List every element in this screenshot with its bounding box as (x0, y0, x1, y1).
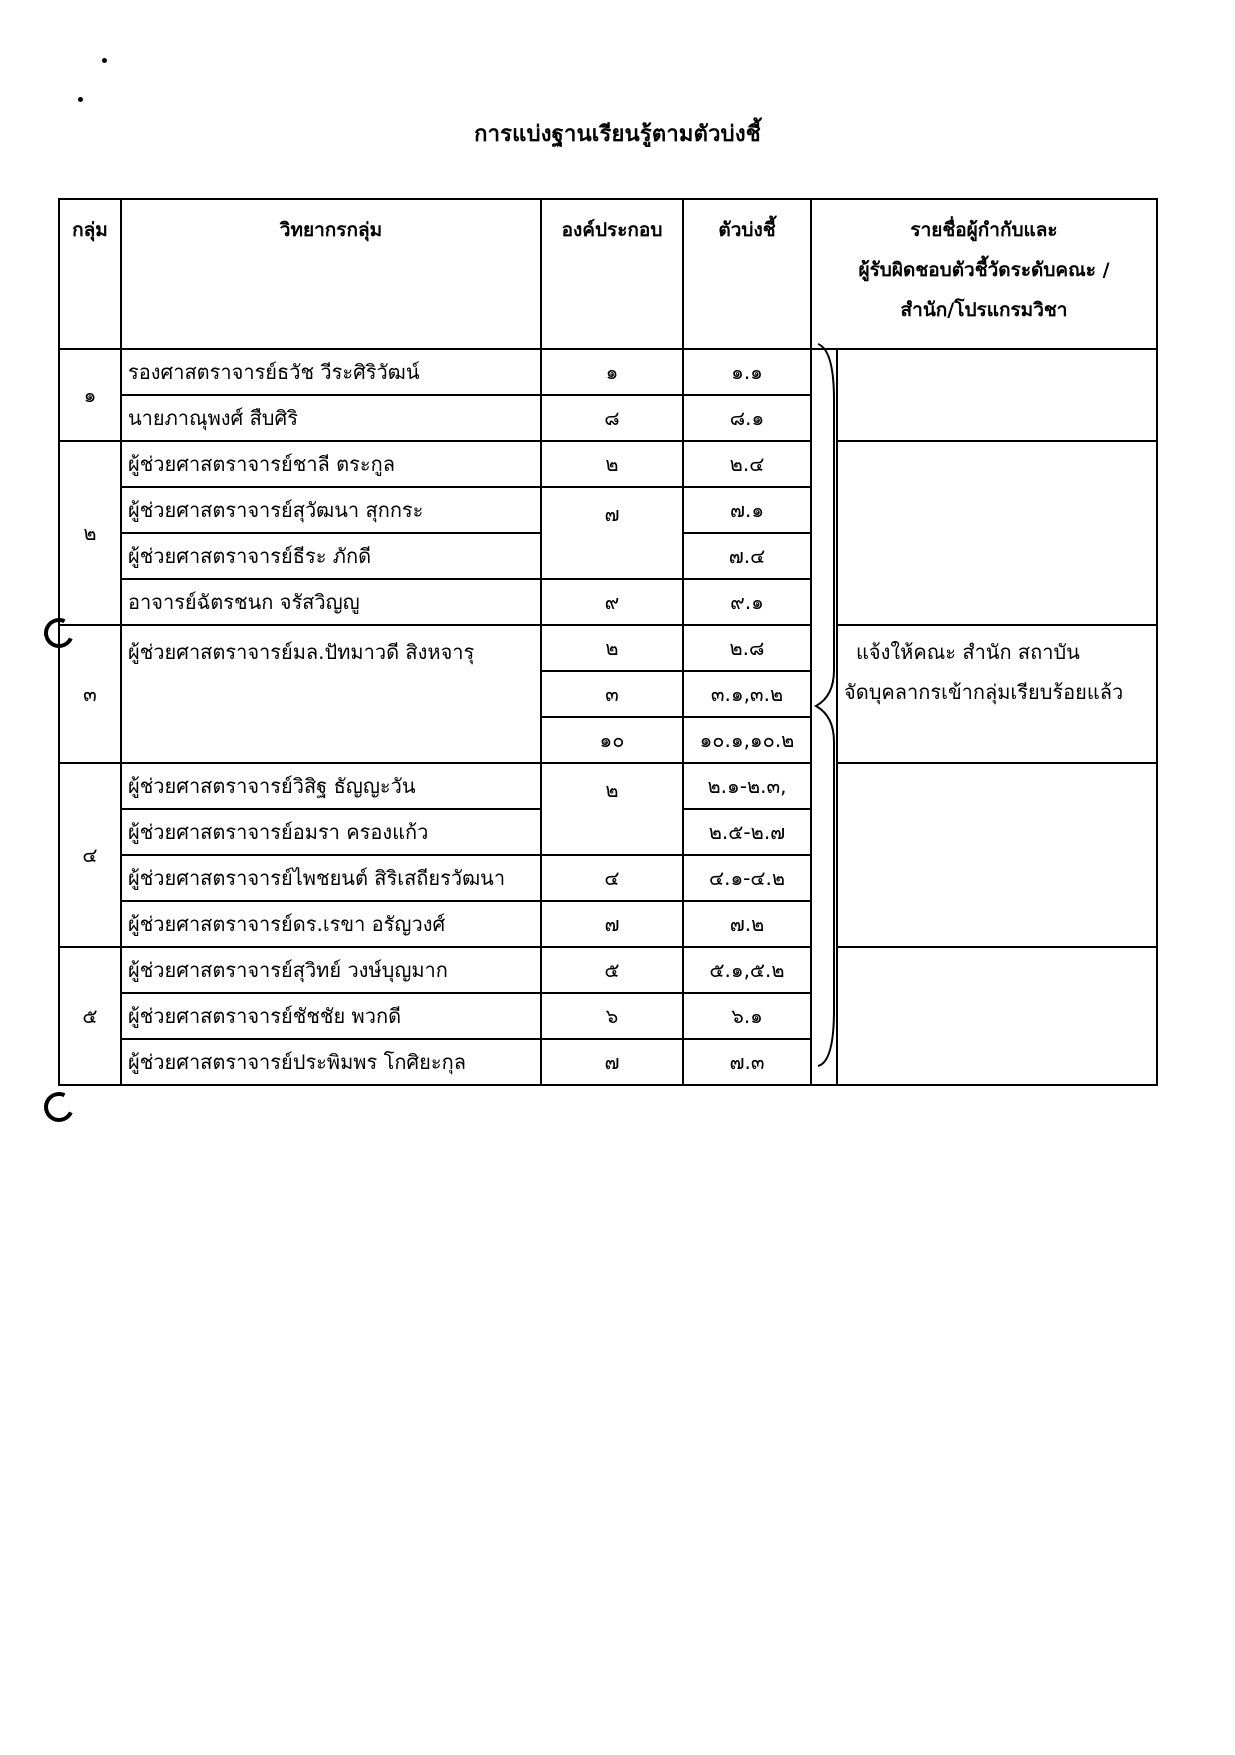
component-cell: ๑ (541, 349, 683, 395)
table-row (59, 625, 1157, 671)
indicator-cell: ๓.๑,๓.๒ (683, 671, 811, 717)
group-number: ๕ (59, 947, 121, 1085)
indicator-cell: ๗.๒ (683, 901, 811, 947)
indicator-cell: ๗.๔ (683, 533, 811, 579)
page-title: การแบ่งฐานเรียนรู้ตามตัวบ่งชี้ (474, 122, 761, 147)
header-group: กลุ่ม (59, 199, 121, 349)
table-row (59, 349, 1157, 395)
component-cell: ๗ (541, 487, 683, 579)
indicator-cell: ๗.๓ (683, 1039, 811, 1085)
supervisor-cell (837, 763, 1157, 947)
indicator-cell: ๑.๑ (683, 349, 811, 395)
indicator-cell: ๑๐.๑,๑๐.๒ (683, 717, 811, 763)
header-indicator: ตัวบ่งชี้ (683, 199, 811, 349)
header-component: องค์ประกอบ (541, 199, 683, 349)
indicator-cell: ๒.๔ (683, 441, 811, 487)
component-cell: ๓ (541, 671, 683, 717)
component-cell: ๒ (541, 763, 683, 855)
indicator-cell: ๔.๑-๔.๒ (683, 855, 811, 901)
curly-brace (810, 340, 850, 1070)
supervisor-cell (837, 947, 1157, 1085)
component-cell: ๖ (541, 993, 683, 1039)
binder-hole-mark (40, 1088, 78, 1126)
table-row (59, 763, 1157, 809)
note-line1: แจ้งให้คณะ สำนัก สถาบัน (856, 640, 1080, 664)
component-cell: ๒ (541, 625, 683, 671)
speaker-name: ผู้ช่วยศาสตราจารย์อมรา ครองแก้ว (121, 809, 541, 855)
speaker-name: ผู้ช่วยศาสตราจารย์สุวัฒนา สุกกระ (121, 487, 541, 533)
indicator-cell: ๒.๑-๒.๓, (683, 763, 811, 809)
indicator-cell: ๒.๘ (683, 625, 811, 671)
header-supervisor-line1: รายชื่อผู้กำกับและ (910, 219, 1058, 241)
component-cell: ๒ (541, 441, 683, 487)
group-number: ๓ (59, 625, 121, 763)
speaker-name: ผู้ช่วยศาสตราจารย์ธีระ ภักดี (121, 533, 541, 579)
speaker-name: ผู้ช่วยศาสตราจารย์มล.ปัทมาวดี สิงหจารุ (121, 625, 541, 763)
component-cell: ๗ (541, 1039, 683, 1085)
learning-base-table (58, 198, 1158, 1086)
speaker-name: ผู้ช่วยศาสตราจารย์ชาลี ตระกูล (121, 441, 541, 487)
speaker-name: ผู้ช่วยศาสตราจารย์ดร.เรขา อรัญวงศ์ (121, 901, 541, 947)
speaker-name: ผู้ช่วยศาสตราจารย์ประพิมพร โกศิยะกุล (121, 1039, 541, 1085)
speaker-name: ผู้ช่วยศาสตราจารย์ชัชชัย พวกดี (121, 993, 541, 1039)
supervisor-cell (837, 441, 1157, 625)
speaker-name: นายภาณุพงศ์ สืบศิริ (121, 395, 541, 441)
indicator-cell: ๘.๑ (683, 395, 811, 441)
component-cell: ๗ (541, 901, 683, 947)
note-line2: จัดบุคลากรเข้ากลุ่มเรียบร้อยแล้ว (844, 680, 1124, 704)
indicator-cell: ๕.๑,๕.๒ (683, 947, 811, 993)
speaker-name: รองศาสตราจารย์ธวัช วีระศิริวัฒน์ (121, 349, 541, 395)
header-supervisor-line3: สำนัก/โปรแกรมวิชา (900, 299, 1068, 321)
header-row (59, 199, 1157, 349)
group-number: ๑ (59, 349, 121, 441)
indicator-cell: ๒.๕-๒.๗ (683, 809, 811, 855)
scan-speck (78, 97, 83, 102)
table-row (59, 947, 1157, 993)
indicator-cell: ๖.๑ (683, 993, 811, 1039)
component-cell: ๘ (541, 395, 683, 441)
header-supervisor (811, 199, 1157, 349)
speaker-name: ผู้ช่วยศาสตราจารย์สุวิทย์ วงษ์บุญมาก (121, 947, 541, 993)
group-number: ๔ (59, 763, 121, 947)
header-speaker: วิทยากรกลุ่ม (121, 199, 541, 349)
indicator-cell: ๗.๑ (683, 487, 811, 533)
speaker-name: อาจารย์ฉัตรชนก จรัสวิญญู (121, 579, 541, 625)
component-cell: ๔ (541, 855, 683, 901)
component-cell: ๑๐ (541, 717, 683, 763)
component-cell: ๕ (541, 947, 683, 993)
speaker-name: ผู้ช่วยศาสตราจารย์ไพชยนต์ สิริเสถียรวัฒนา (121, 855, 541, 901)
header-supervisor-line2: ผู้รับผิดชอบตัวชี้วัดระดับคณะ / (858, 259, 1110, 281)
note-cell (837, 625, 1157, 763)
component-cell: ๙ (541, 579, 683, 625)
speaker-name: ผู้ช่วยศาสตราจารย์วิสิฐ ธัญญะวัน (121, 763, 541, 809)
table-row (59, 441, 1157, 487)
group-number: ๒ (59, 441, 121, 625)
supervisor-cell (837, 349, 1157, 441)
scan-speck (102, 58, 107, 63)
indicator-cell: ๙.๑ (683, 579, 811, 625)
